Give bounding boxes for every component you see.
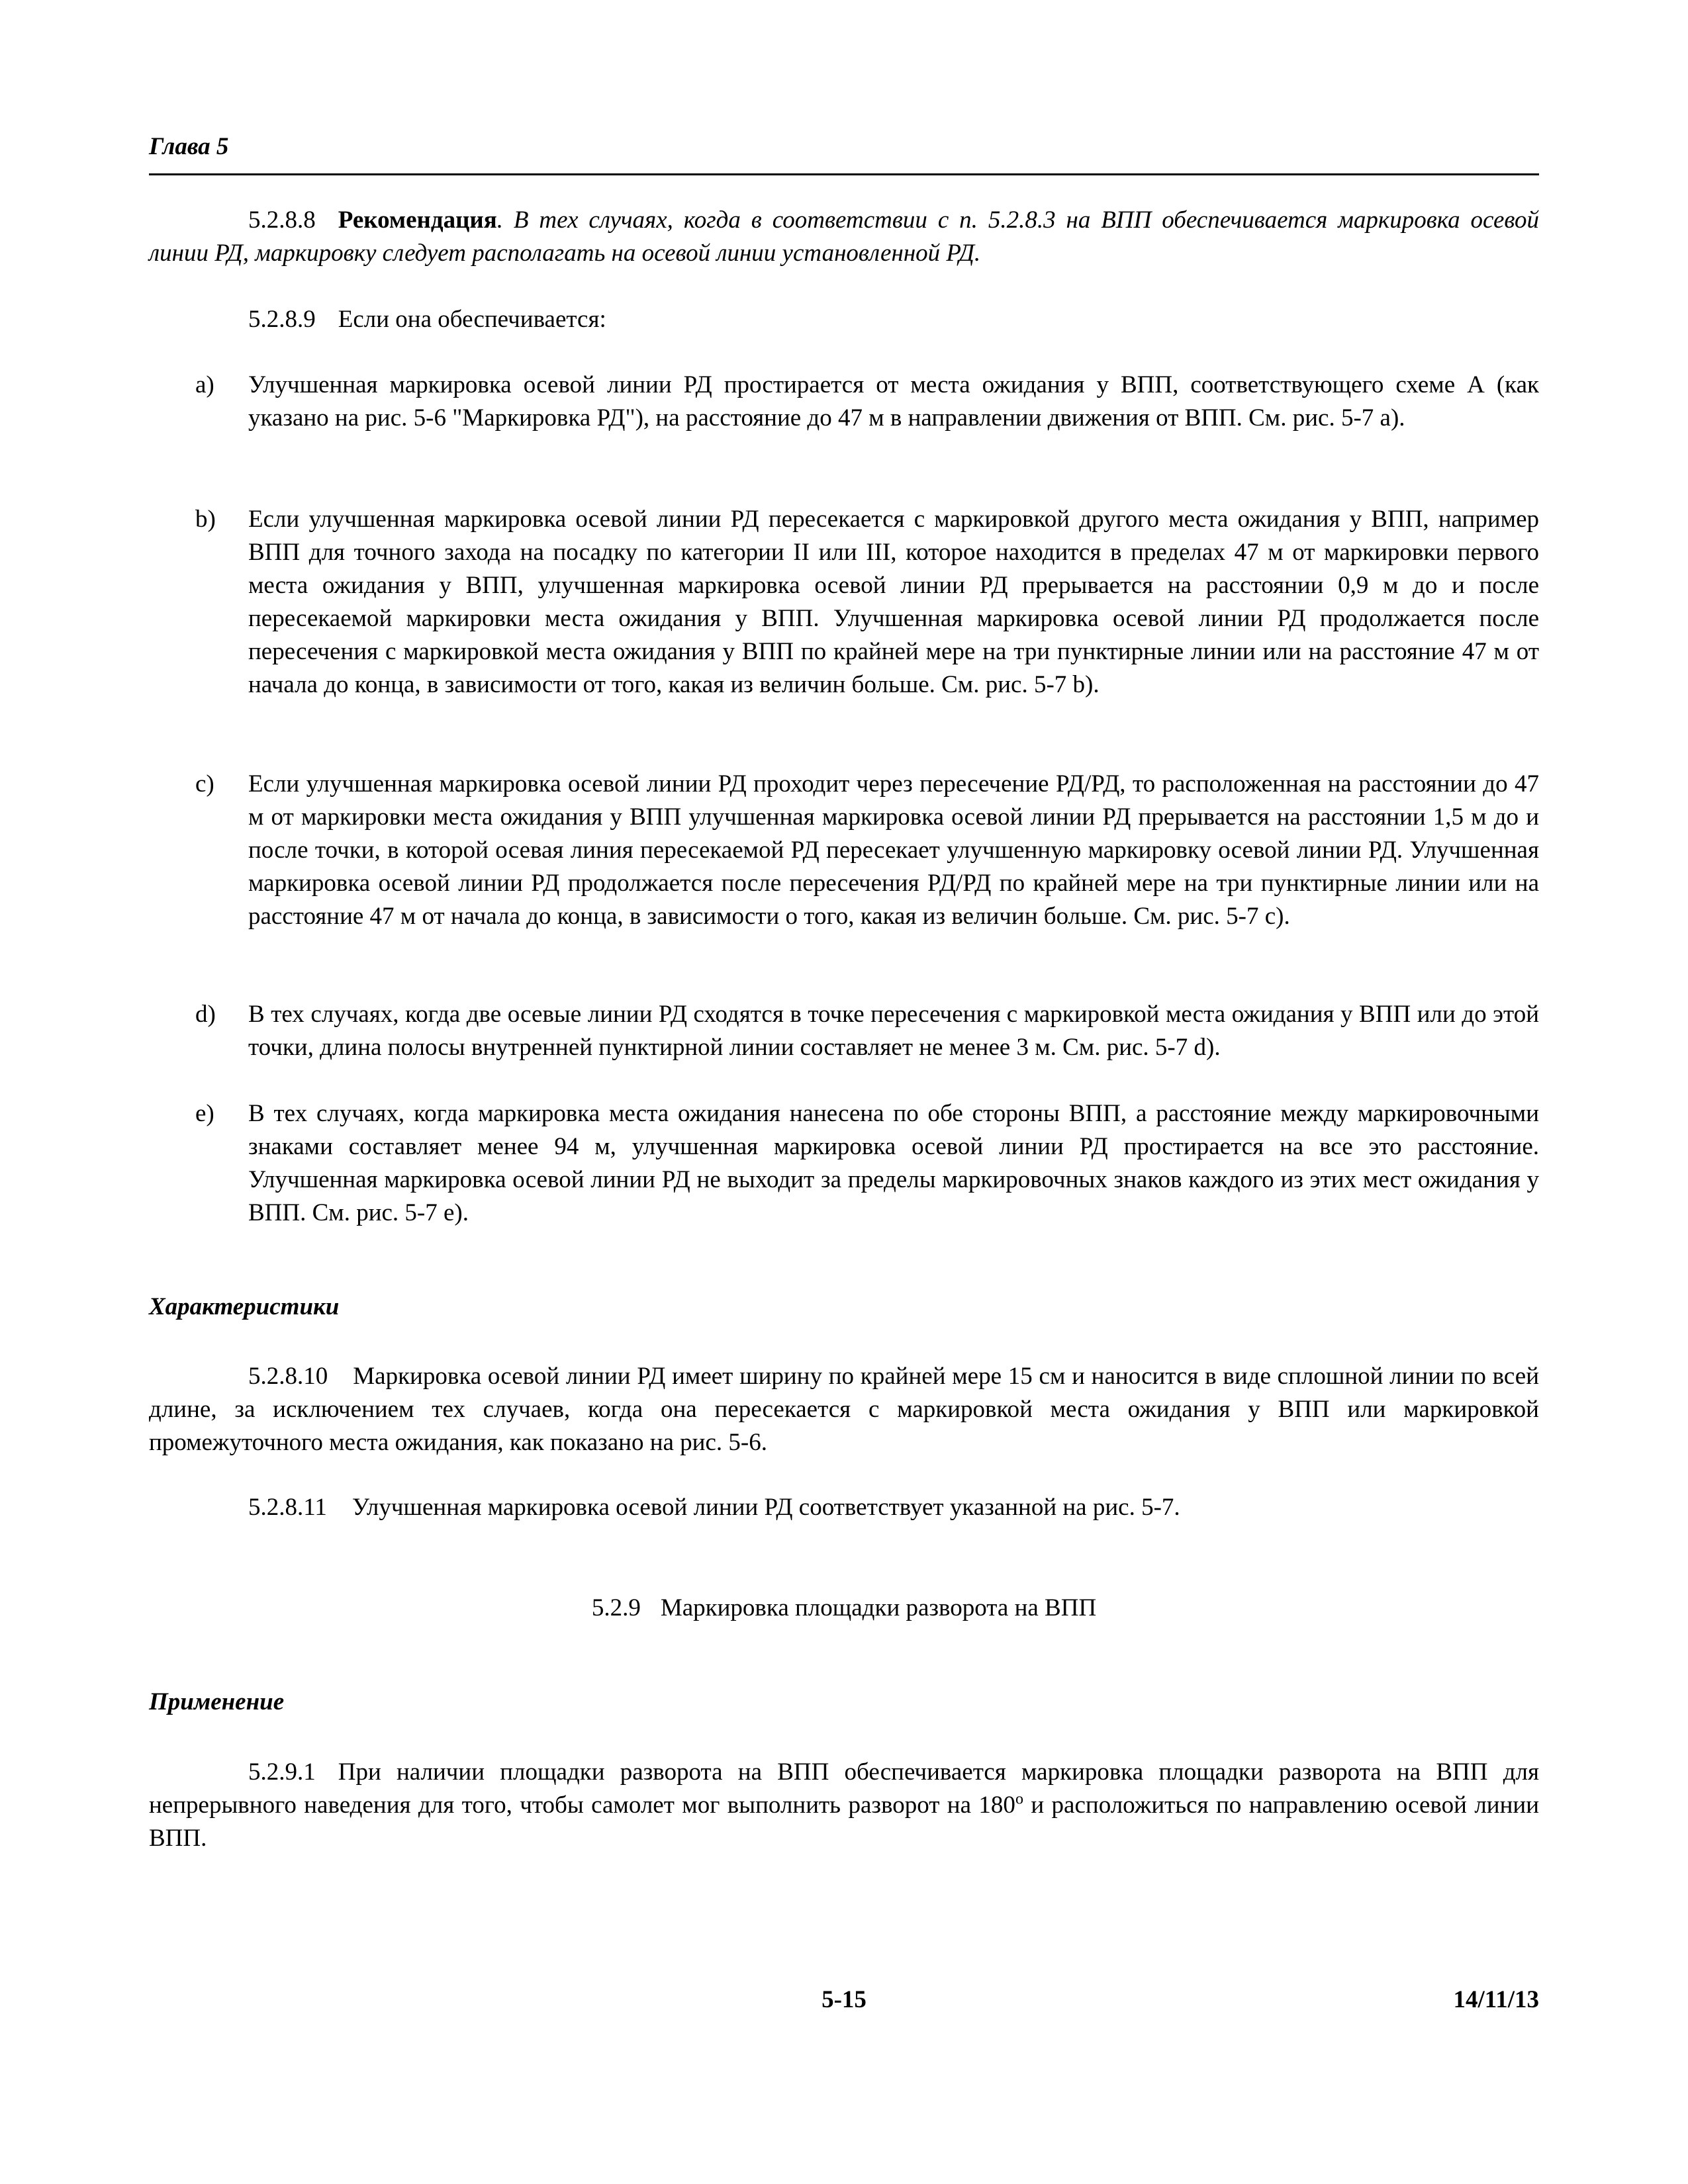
- paragraph-5-2-8-9: [149, 303, 1539, 336]
- subheading-characteristics: Характеристики: [149, 1293, 340, 1320]
- header-divider: [149, 173, 1539, 175]
- paragraph-number: 5.2.8.10: [248, 1363, 328, 1390]
- paragraph-5-2-8-10: [149, 1360, 1539, 1459]
- paragraph-text: Если она обеспечивается:: [338, 306, 606, 333]
- recommendation-text: . В тех случаях, когда в соответствии с п. 5.2.8.3 на ВПП обеспечивается маркировка осевой линии РД, маркировку следует располагать на осевой линии установленной РД.: [149, 206, 1539, 267]
- amendment-date: 14/11/13: [1453, 1986, 1539, 2013]
- subheading-application: Применение: [149, 1688, 285, 1715]
- list-item-text: Улучшенная маркировка осевой линии РД простирается от места ожидания у ВПП, соответствующего схеме А (как указано на рис. 5-6 "Маркировка РД"), на расстояние до 47 м в направлении движения от ВПП. См. рис. 5-7 a).: [248, 371, 1539, 432]
- list-marker: a): [195, 371, 214, 398]
- list-marker: c): [195, 770, 214, 797]
- list-marker: e): [195, 1100, 214, 1127]
- section-title-5-2-9: [149, 1594, 1539, 1622]
- chapter-header: Глава 5: [149, 133, 229, 160]
- paragraph-text: При наличии площадки разворота на ВПП обеспечивается маркировка площадки разворота на ВПП для непрерывного наведения для того, чтобы самолет мог выполнить разворот на 180: [149, 1758, 1539, 1819]
- list-marker: b): [195, 506, 216, 533]
- list-item-text: Если улучшенная маркировка осевой линии РД пересекается с маркировкой другого места ожидания у ВПП, например ВПП для точного захода на посадку по категории II или III, которое находится в пределах 47 м от маркировки первого места ожидания у ВПП, улучшенная маркировка осевой линии РД прерывается на расстоянии 0,9 м до и после пересекаемой маркировки места ожидания у ВПП. Улучшенная маркировка осевой линии РД продолжается после пересечения с маркировкой места ожидания у ВПП по крайней мере на три пунктирные линии или на расстояние 47 м от начала до конца, в зависимости от того, какая из величин больше. См. рис. 5-7 b).: [248, 506, 1539, 698]
- recommendation-label: Рекомендация: [338, 206, 497, 234]
- section-title-text: Маркировка площадки разворота на ВПП: [660, 1594, 1097, 1621]
- paragraph-5-2-8-11: [149, 1491, 1539, 1524]
- paragraph-text: Улучшенная маркировка осевой линии РД соответствует указанной на рис. 5-7.: [352, 1494, 1180, 1521]
- paragraph-number: 5.2.8.8: [248, 206, 316, 234]
- degree-sign: o: [1015, 1790, 1023, 1808]
- paragraph-text-continued: и расположиться по направлению осевой линии ВПП.: [149, 1792, 1540, 1852]
- list-item-text: В тех случаях, когда две осевые линии РД сходятся в точке пересечения с маркировкой места ожидания у ВПП или до этой точки, длина полосы внутренней пунктирной линии составляет не менее 3 м. См. рис. 5-7 d).: [248, 1001, 1539, 1061]
- list-item-text: Если улучшенная маркировка осевой линии РД проходит через пересечение РД/РД, то расположенная на расстоянии до 47 м от маркировки места ожидания у ВПП улучшенная маркировка осевой линии РД прерывается на расстоянии 1,5 м до и после точки, в которой осевая линия пересекаемой РД пересекает улучшенную маркировку осевой линии РД. Улучшенная маркировка осевой линии РД продолжается после пересечения РД/РД по крайней мере на три пунктирные линии или на расстояние 47 м от начала до конца, в зависимости о того, какая из величин больше. См. рис. 5-7 c).: [248, 770, 1539, 930]
- list-item-text: В тех случаях, когда маркировка места ожидания нанесена по обе стороны ВПП, а расстояние между маркировочными знаками составляет менее 94 м, улучшенная маркировка осевой линии РД простирается на все это расстояние. Улучшенная маркировка осевой линии РД не выходит за пределы маркировочных знаков каждого из этих мест ожидания у ВПП. См. рис. 5-7 e).: [248, 1100, 1539, 1226]
- paragraph-5-2-8-8: [149, 204, 1539, 270]
- paragraph-number: 5.2.8.9: [248, 306, 316, 333]
- paragraph-5-2-9-1: [149, 1756, 1539, 1855]
- paragraph-number: 5.2.8.11: [248, 1494, 327, 1521]
- page-number: 5-15: [821, 1986, 867, 2013]
- paragraph-number: 5.2.9.1: [248, 1758, 316, 1786]
- paragraph-text: Маркировка осевой линии РД имеет ширину по крайней мере 15 см и наносится в виде сплошной линии по всей длине, за исключением тех случаев, когда она пересекается с маркировкой места ожидания у ВПП или маркировкой промежуточного места ожидания, как показано на рис. 5-6.: [149, 1363, 1539, 1456]
- section-number: 5.2.9: [591, 1594, 641, 1621]
- document-page: [149, 0, 1539, 2184]
- list-marker: d): [195, 1001, 216, 1028]
